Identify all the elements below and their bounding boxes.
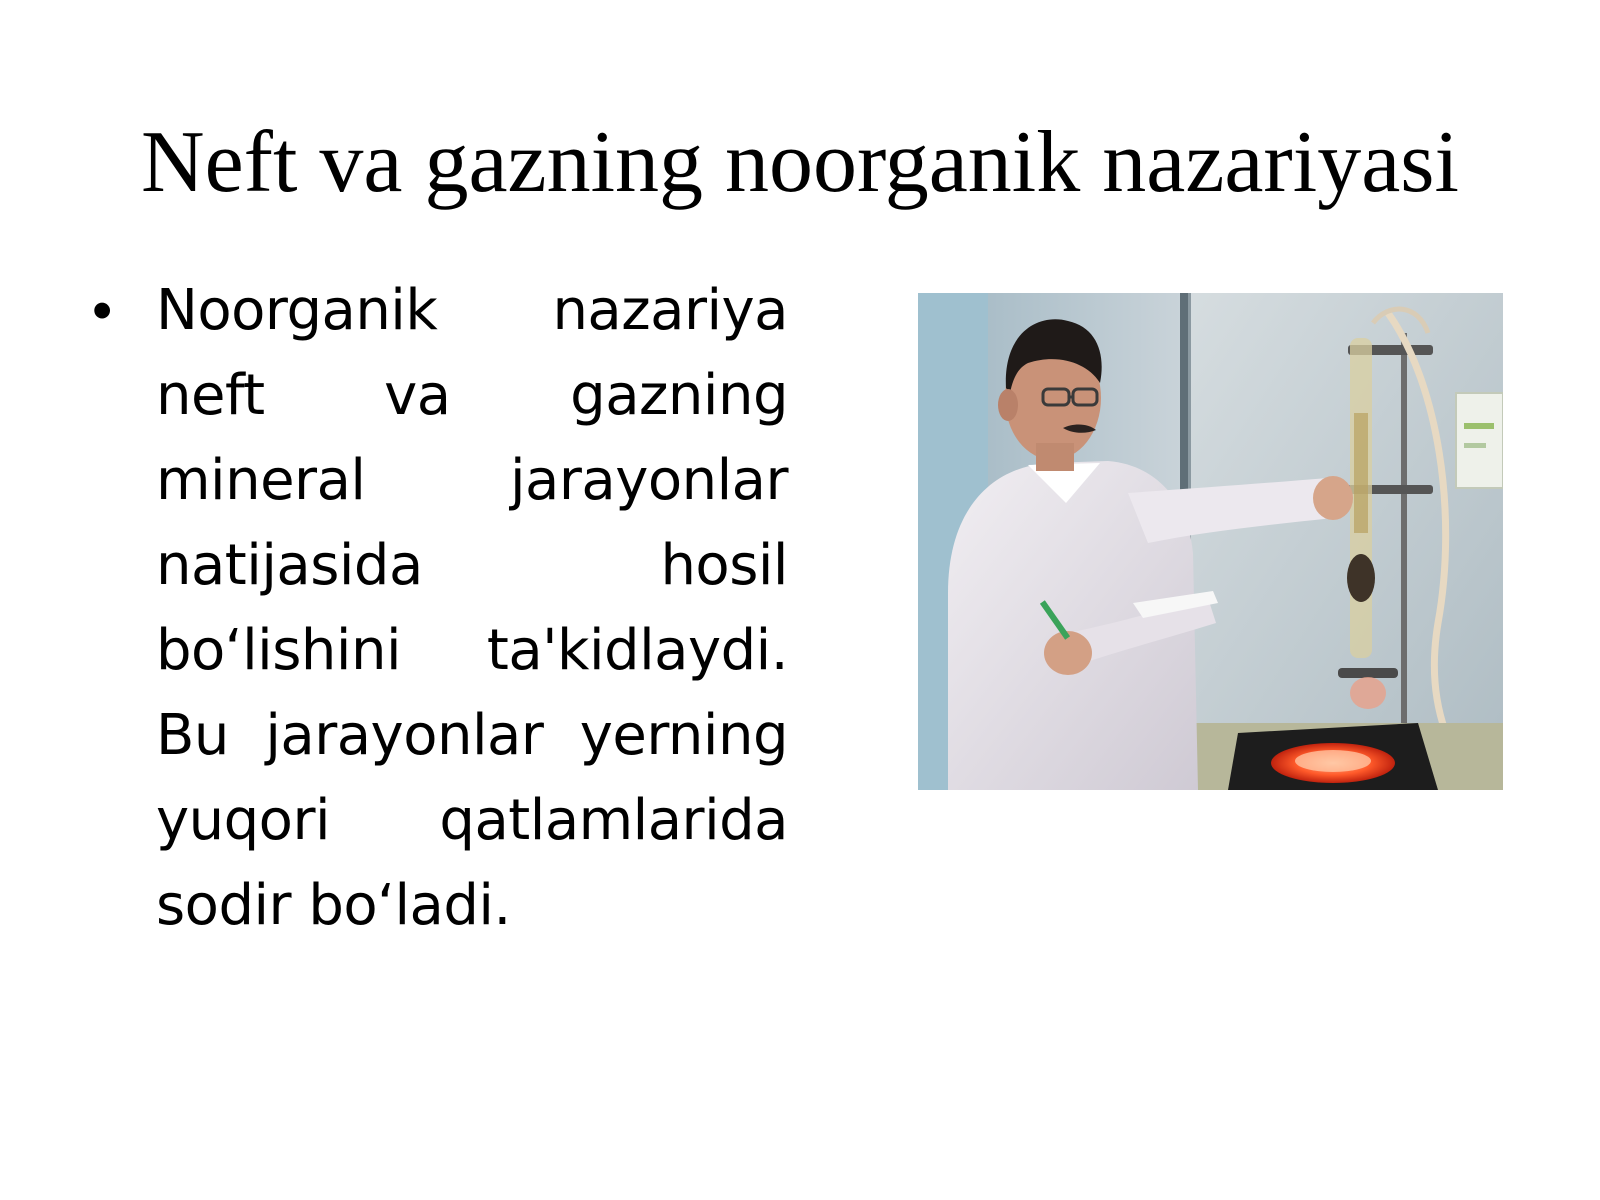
bullet-list xyxy=(92,268,792,948)
scientist-in-lab-illustration xyxy=(918,293,1503,790)
slide-title: Neft va gazning noorganik nazariyasi xyxy=(141,114,1459,211)
lab-photo xyxy=(918,293,1503,790)
bullet-item xyxy=(92,268,792,948)
bullet-text: Noorganik nazariya neft va gazning mineral jarayonlar natijasida hosil bo‘lishini ta'kidlaydi. Bu jarayonlar yerning yuqori qatlamlarida sodir bo‘ladi. xyxy=(156,278,788,938)
bullet-marker: • xyxy=(92,278,113,343)
